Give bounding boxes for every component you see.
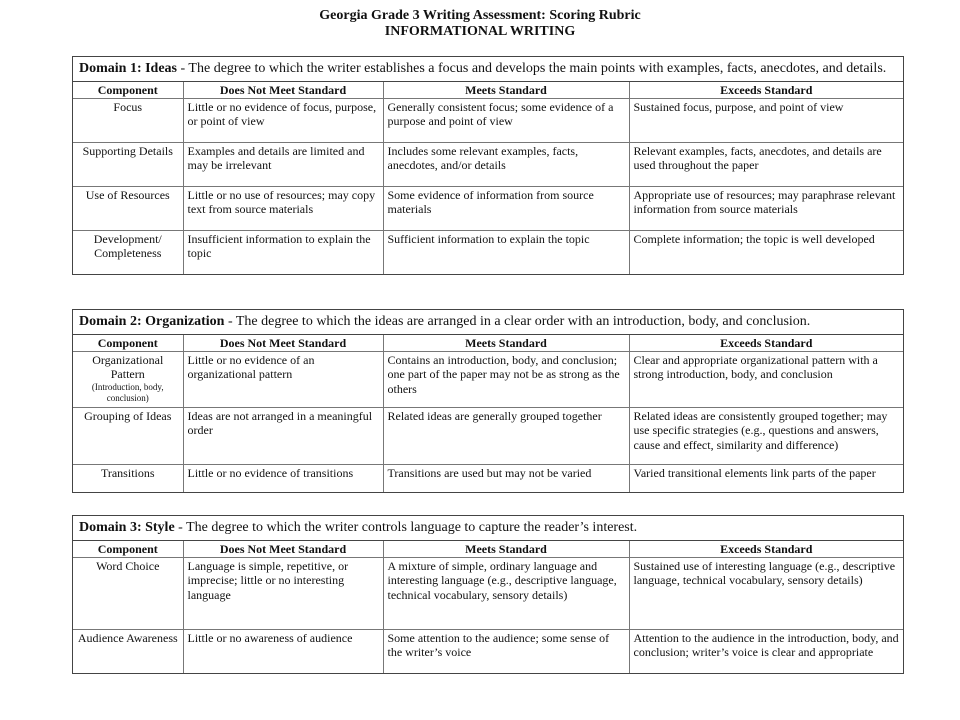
domain-heading [73, 57, 903, 82]
table-row [73, 464, 903, 492]
component-cell: Audience Awareness [73, 629, 183, 673]
domain-description: - The degree to which the writer establishes a focus and develops the main points with examples, facts, anecdotes, and details. [180, 61, 887, 76]
does-not-meet-cell: Little or no evidence of an organizational pattern [183, 351, 383, 407]
exceeds-cell: Related ideas are consistently grouped together; may use specific strategies (e.g., questions and answers, cause and effect, similarity and difference) [629, 407, 903, 464]
meets-cell: Generally consistent focus; some evidence of a purpose and point of view [383, 98, 629, 142]
exceeds-cell: Varied transitional elements link parts of the paper [629, 464, 903, 492]
exceeds-cell: Appropriate use of resources; may paraphrase relevant information from source materials [629, 186, 903, 230]
column-header-component: Component [73, 335, 183, 351]
domain-organization [72, 309, 904, 493]
document-title: Georgia Grade 3 Writing Assessment: Scoring Rubric [319, 8, 641, 23]
column-header-meets: Meets Standard [383, 82, 629, 98]
meets-cell: Includes some relevant examples, facts, anecdotes, and/or details [383, 142, 629, 186]
table-row [73, 98, 903, 142]
column-header-meets: Meets Standard [383, 335, 629, 351]
component-cell: Use of Resources [73, 186, 183, 230]
column-header-meets: Meets Standard [383, 541, 629, 557]
rubric-table [73, 82, 903, 274]
column-header-component: Component [73, 82, 183, 98]
component-cell: Supporting Details [73, 142, 183, 186]
rubric-table [73, 541, 903, 673]
component-cell: Focus [73, 98, 183, 142]
does-not-meet-cell: Little or no evidence of focus, purpose, or point of view [183, 98, 383, 142]
does-not-meet-cell: Little or no use of resources; may copy text from source materials [183, 186, 383, 230]
column-header-component: Component [73, 541, 183, 557]
component-cell: Transitions [73, 464, 183, 492]
table-header-row [73, 541, 903, 557]
column-header-does-not-meet: Does Not Meet Standard [183, 335, 383, 351]
domain-heading [73, 310, 903, 335]
domain-name: Domain 1: Ideas [79, 61, 178, 76]
does-not-meet-cell: Language is simple, repetitive, or imprecise; little or no interesting language [183, 557, 383, 629]
column-header-does-not-meet: Does Not Meet Standard [183, 82, 383, 98]
does-not-meet-cell: Ideas are not arranged in a meaningful order [183, 407, 383, 464]
table-row [73, 351, 903, 407]
component-cell: Grouping of Ideas [73, 407, 183, 464]
component-cell: Word Choice [73, 557, 183, 629]
exceeds-cell: Clear and appropriate organizational pattern with a strong introduction, body, and conclusion [629, 351, 903, 407]
table-row [73, 629, 903, 673]
meets-cell: A mixture of simple, ordinary language and interesting language (e.g., descriptive language, technical vocabulary, sensory details) [383, 557, 629, 629]
exceeds-cell: Relevant examples, facts, anecdotes, and details are used throughout the paper [629, 142, 903, 186]
table-header-row [73, 82, 903, 98]
column-header-exceeds: Exceeds Standard [629, 82, 903, 98]
table-header-row [73, 335, 903, 351]
table-row [73, 557, 903, 629]
document-subtitle: INFORMATIONAL WRITING [384, 24, 576, 39]
meets-cell: Some evidence of information from source materials [383, 186, 629, 230]
exceeds-cell: Sustained focus, purpose, and point of view [629, 98, 903, 142]
domain-description: - The degree to which the writer controls language to capture the reader’s interest. [178, 520, 638, 535]
does-not-meet-cell: Insufficient information to explain the topic [183, 230, 383, 274]
does-not-meet-cell: Little or no evidence of transitions [183, 464, 383, 492]
meets-cell: Transitions are used but may not be varied [383, 464, 629, 492]
meets-cell: Some attention to the audience; some sense of the writer’s voice [383, 629, 629, 673]
exceeds-cell: Attention to the audience in the introduction, body, and conclusion; writer’s voice is clear and appropriate [629, 629, 903, 673]
does-not-meet-cell: Little or no awareness of audience [183, 629, 383, 673]
meets-cell: Related ideas are generally grouped together [383, 407, 629, 464]
domain-name: Domain 3: Style [79, 520, 175, 535]
table-row [73, 407, 903, 464]
column-header-exceeds: Exceeds Standard [629, 335, 903, 351]
table-row [73, 142, 903, 186]
domain-style [72, 515, 904, 674]
exceeds-cell: Sustained use of interesting language (e.g., descriptive language, technical vocabulary, sensory details) [629, 557, 903, 629]
domain-heading [73, 516, 903, 541]
component-cell: Development/ Completeness [73, 230, 183, 274]
domain-ideas [72, 56, 904, 275]
component-label: Organizational Pattern [92, 352, 164, 381]
rubric-table [73, 335, 903, 492]
document-header [0, 0, 960, 40]
column-header-exceeds: Exceeds Standard [629, 541, 903, 557]
column-header-does-not-meet: Does Not Meet Standard [183, 541, 383, 557]
does-not-meet-cell: Examples and details are limited and may be irrelevant [183, 142, 383, 186]
domain-name: Domain 2: Organization [79, 314, 225, 329]
table-row [73, 230, 903, 274]
component-cell [73, 351, 183, 407]
exceeds-cell: Complete information; the topic is well developed [629, 230, 903, 274]
component-note: (Introduction, body, conclusion) [91, 381, 164, 403]
table-row [73, 186, 903, 230]
meets-cell: Contains an introduction, body, and conclusion; one part of the paper may not be as strong as the others [383, 351, 629, 407]
meets-cell: Sufficient information to explain the topic [383, 230, 629, 274]
domain-description: - The degree to which the ideas are arranged in a clear order with an introduction, body, and conclusion. [227, 314, 811, 329]
